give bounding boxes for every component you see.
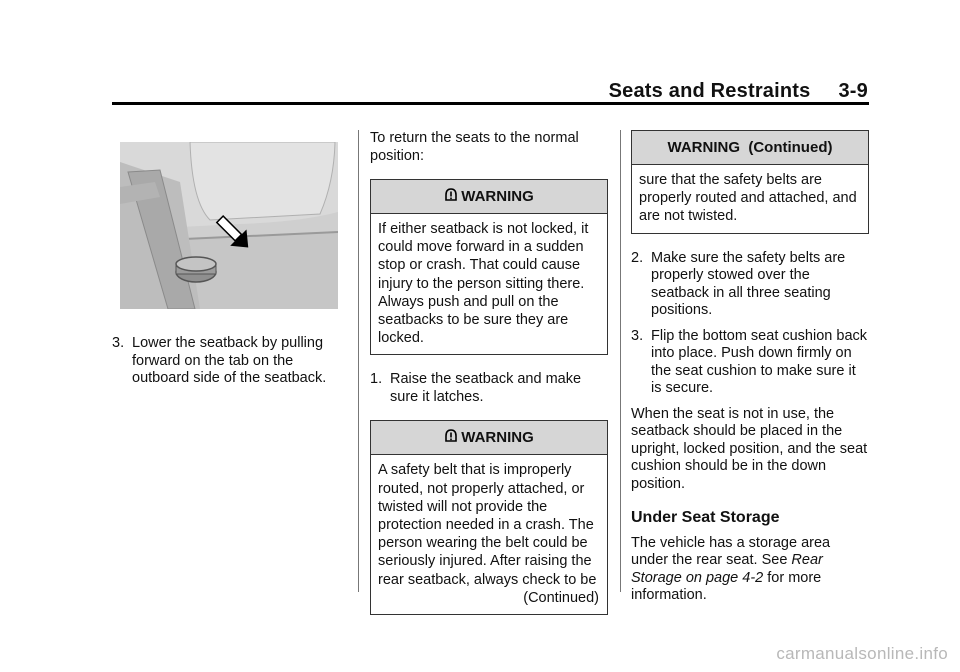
- seatback-tab-illustration: [120, 142, 338, 309]
- continued-label: (Continued): [523, 589, 599, 606]
- section-title: Seats and Restraints: [608, 80, 811, 102]
- step-1-raise-seatback: 1. Raise the seatback and make sure it latches.: [370, 371, 582, 405]
- header-rule: [112, 102, 869, 105]
- step-3-flip-cushion: 3. Flip the bottom seat cushion back into place. Push down firmly on the seat cushion to make sure it is secure.: [631, 327, 868, 397]
- storage-paragraph: The vehicle has a storage area under the rear seat. See Rear Storage on page 4-2 for more information.: [631, 534, 831, 604]
- warning-box-seatback: [370, 179, 608, 355]
- column-right: [631, 130, 869, 605]
- column-middle: [370, 130, 608, 615]
- seatback-tab-photo: [120, 142, 338, 309]
- column-divider: [358, 130, 359, 592]
- warning-body: sure that the safety belts are properly routed and attached, and are not twisted.: [639, 172, 857, 225]
- usage-paragraph: When the seat is not in use, the seatback should be placed in the upright, locked position, and the seat cushion should be in the down position.: [631, 405, 868, 492]
- warning-triangle-icon: [444, 181, 458, 214]
- page-header: [609, 80, 868, 103]
- warning-triangle-icon: [444, 422, 458, 455]
- page-number: 3-9: [838, 80, 868, 102]
- warning-box-safety-belt: [370, 420, 608, 615]
- step-3-lower-seatback: 3. Lower the seatback by pulling forward on the tab on the outboard side of the seatback.: [112, 335, 327, 386]
- warning-header: WARNING: [371, 421, 607, 455]
- intro-text: To return the seats to the normal position:: [370, 130, 579, 164]
- step-2-stow-belts: 2. Make sure the safety belts are properly stowed over the seatback in all three seating positions.: [631, 249, 846, 319]
- warning-header: WARNING: [371, 180, 607, 214]
- warning-box-continued: [631, 130, 869, 234]
- warning-header: WARNING (Continued): [632, 131, 868, 165]
- rear-storage-link[interactable]: Rear Storage on page 4-2: [631, 552, 823, 586]
- warning-body: A safety belt that is improperly routed, not properly attached, or twisted will not provide the protection needed in a crash. The person wearing the belt could be seriously injured. After raising the rear seatback, always check to be (Continued): [378, 462, 599, 606]
- watermark: carmanualsonline.info: [776, 644, 948, 663]
- section-heading: Under Seat Storage: [631, 509, 780, 527]
- warning-body: If either seatback is not locked, it could move forward in a sudden stop or crash. That could cause injury to the person sitting there. Always push and pull on the seatbacks to be sure they are locked.: [378, 221, 589, 347]
- column-left: [112, 130, 336, 388]
- column-divider: [620, 130, 621, 592]
